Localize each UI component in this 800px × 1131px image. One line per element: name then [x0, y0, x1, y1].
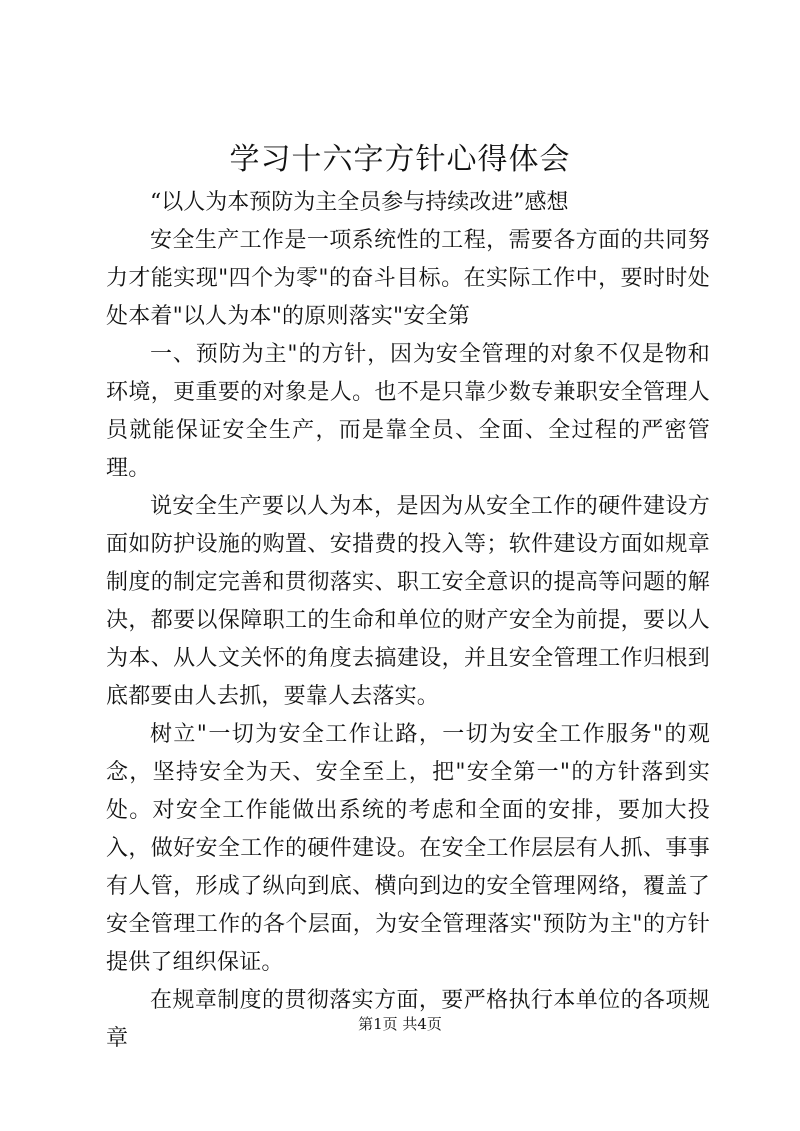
paragraph-2: 一、预防为主"的方针，因为安全管理的对象不仅是物和环境，更重要的对象是人。也不是只靠少数专兼职安全管理人员就能保证安全生产，而是靠全员、全面、全过程的严密管理。 [106, 342, 710, 481]
document-title: 学习十六字方针心得体会 [229, 142, 571, 177]
page-footer: 第1页 共4页 [358, 1015, 442, 1033]
paragraph-5: 在规章制度的贯彻落实方面，要严格执行本单位的各项规章 [106, 988, 710, 1051]
paragraph-3: 说安全生产要以人为本，是因为从安全工作的硬件建设方面如防护设施的购置、安措费的投入等；软件建设方面如规章制度的制定完善和贯彻落实、职工安全意识的提高等问题的解决，都要以保障职工的生命和单位的财产安全为前提，要以人为本、从人文关怀的角度去搞建设，并且安全管理工作归根到底都要由人去抓，要靠人去落实。 [106, 494, 710, 709]
paragraph-4: 树立"一切为安全工作让路，一切为安全工作服务"的观念，坚持安全为天、安全至上，把"安全第一"的方针落到实处。对安全工作能做出系统的考虑和全面的安排，要加大投入，做好安全工作的硬件建设。在安全工作层层有人抓、事事有人管，形成了纵向到底、横向到边的安全管理网络，覆盖了安全管理工作的各个层面，为安全管理落实"预防为主"的方针提供了组织保证。 [106, 722, 710, 975]
paragraph-1: 安全生产工作是一项系统性的工程，需要各方面的共同努力才能实现"四个为零"的奋斗目标。在实际工作中，要时时处处本着"以人为本"的原则落实"安全第 [106, 228, 710, 329]
document-body [106, 184, 710, 1058]
document-subtitle: “以人为本预防为主全员参与持续改进”感想 [150, 190, 569, 215]
